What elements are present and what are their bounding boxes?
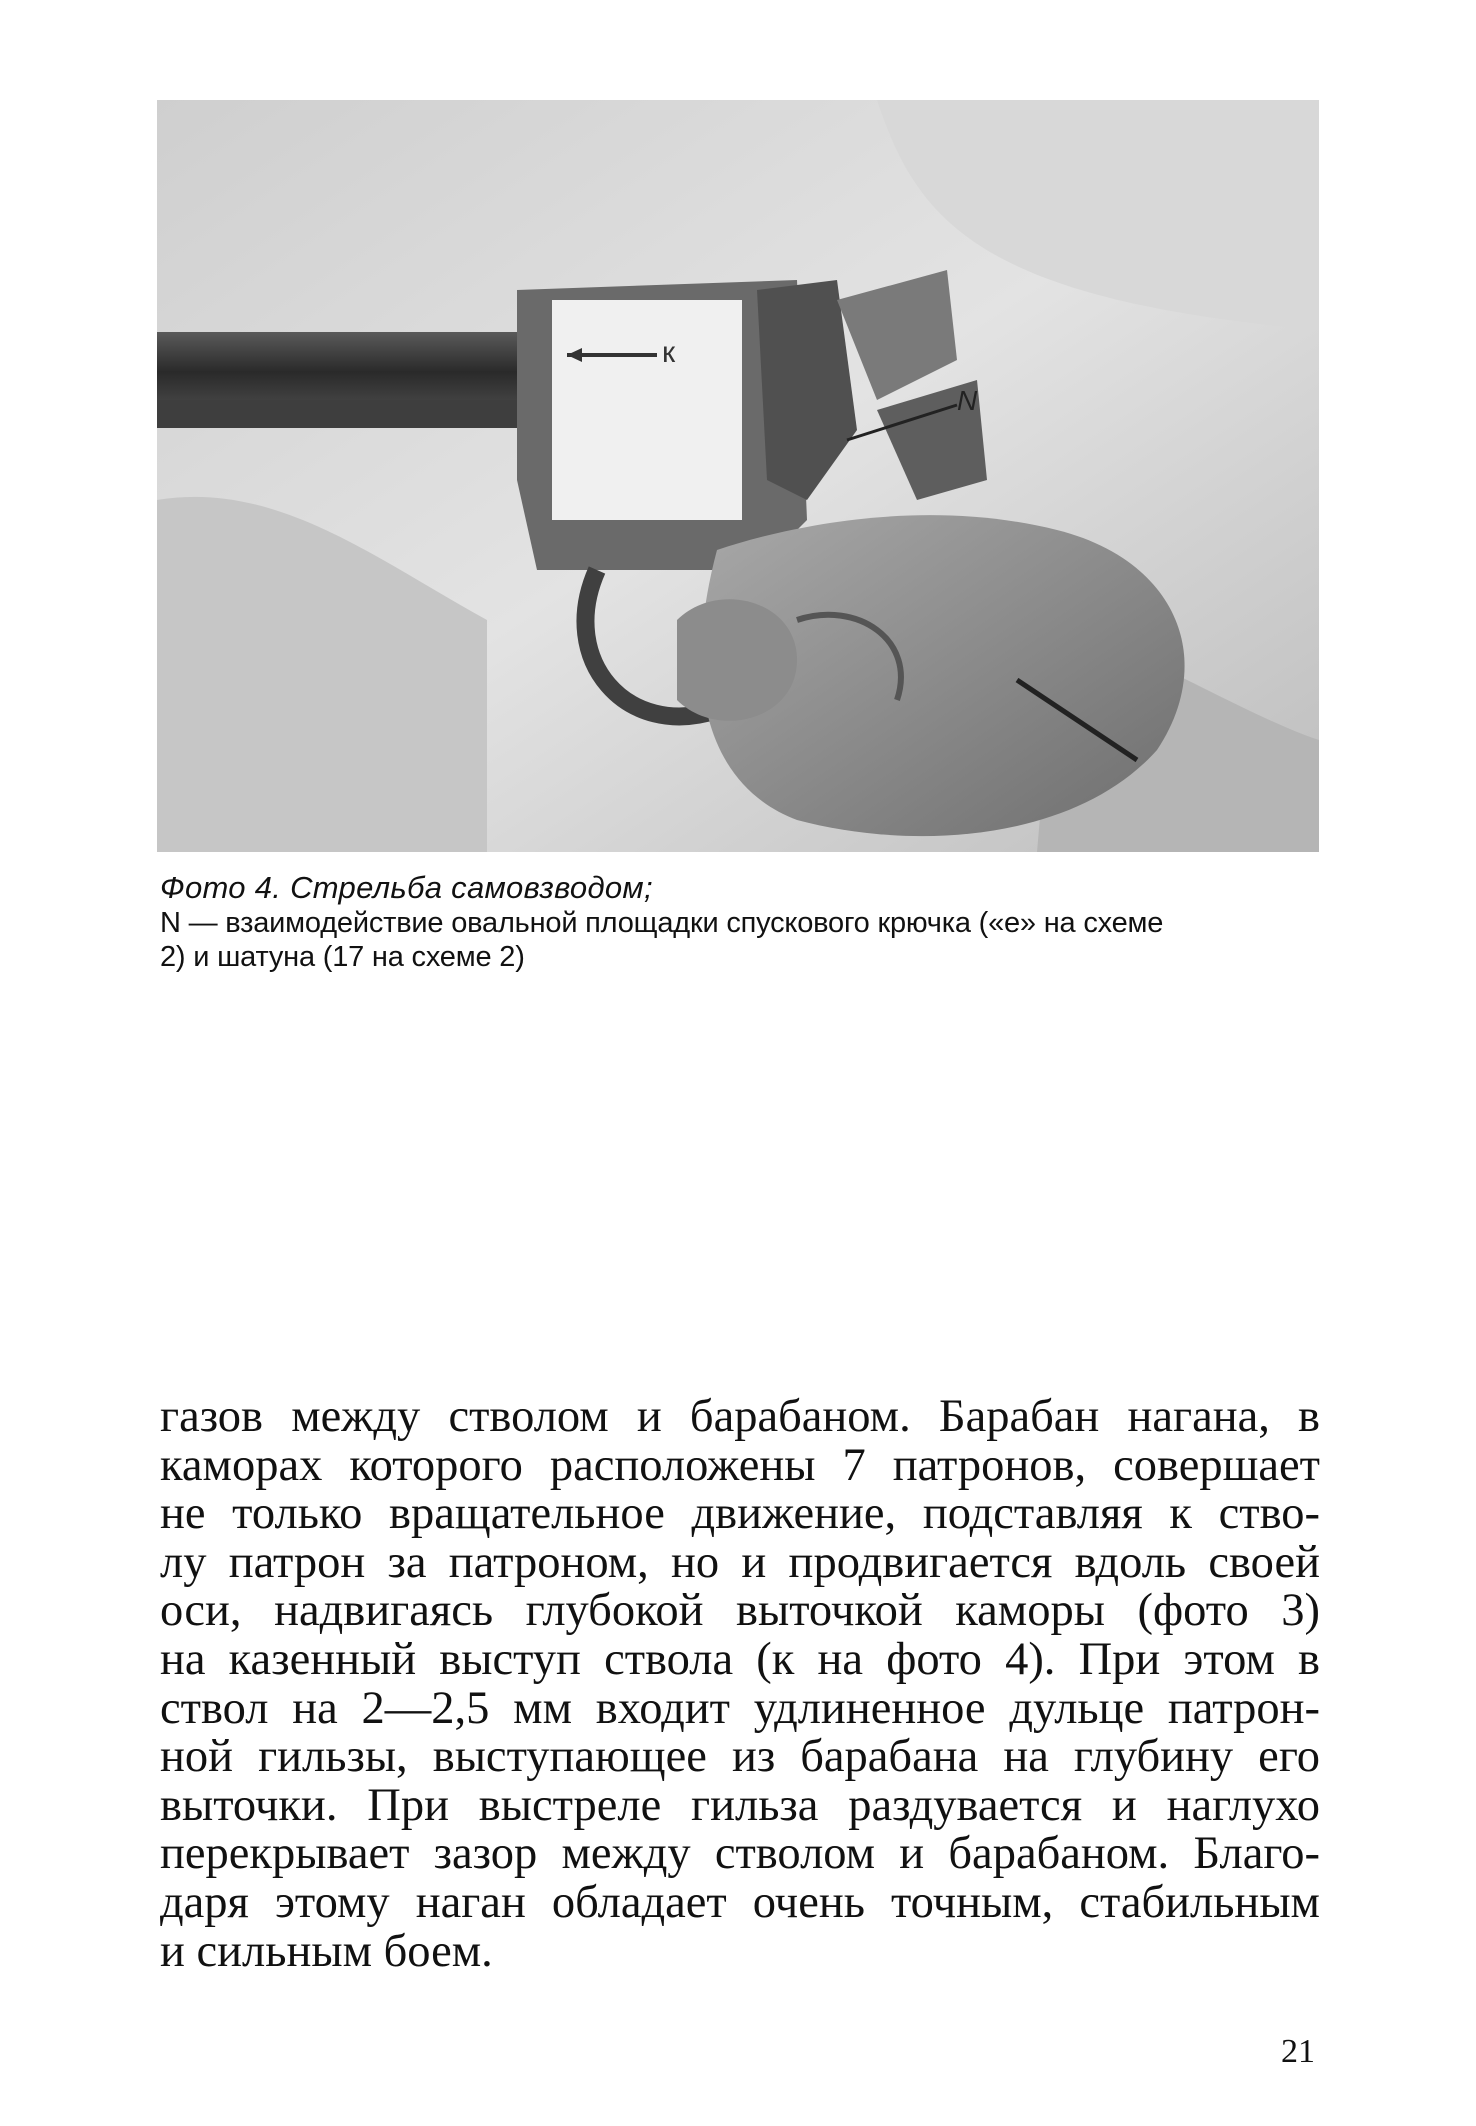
body-line: на казенный выступ ствола (к на фото 4). При этом в (160, 1633, 1320, 1685)
body-line: ствол на 2—2,5 мм входит удлиненное дульце патрон- (160, 1682, 1320, 1734)
body-line: выточки. При выстреле гильза раздувается и наглухо (160, 1779, 1320, 1831)
photo-label-n: N (957, 385, 978, 416)
photo-caption (160, 870, 1320, 974)
body-line: газов между стволом и барабаном. Барабан нагана, в (160, 1391, 1320, 1442)
caption-text-line-2: 2) и шатуна (17 на схеме 2) (160, 941, 525, 973)
body-line: ной гильзы, выступающее из барабана на глубину его (160, 1731, 1320, 1783)
body-paragraph (160, 1393, 1320, 1976)
body-line: и сильным боем. (160, 1925, 493, 1977)
page-number: 21 (1281, 2033, 1315, 2070)
body-line: не только вращательное движение, подставляя к ство- (160, 1488, 1320, 1540)
caption-text-line-1: N — взаимодействие овальной площадки спускового крючка («е» на схеме (160, 907, 1164, 939)
revolver-photo (157, 100, 1319, 852)
revolver-photo-drawing (157, 100, 1319, 852)
body-line: даря этому наган обладает очень точным, стабильным (160, 1876, 1320, 1928)
caption-title: Фото 4. Стрельба самовзводом; (160, 870, 653, 905)
body-line: каморах которого расположены 7 патронов, совершает (160, 1439, 1320, 1491)
body-line: лу патрон за патроном, но и продвигается вдоль своей (160, 1536, 1320, 1588)
body-line: перекрывает зазор между стволом и барабаном. Благо- (160, 1828, 1320, 1880)
body-line: оси, надвигаясь глубокой выточкой каморы (фото 3) (160, 1585, 1320, 1637)
photo-label-k: к (662, 336, 676, 369)
